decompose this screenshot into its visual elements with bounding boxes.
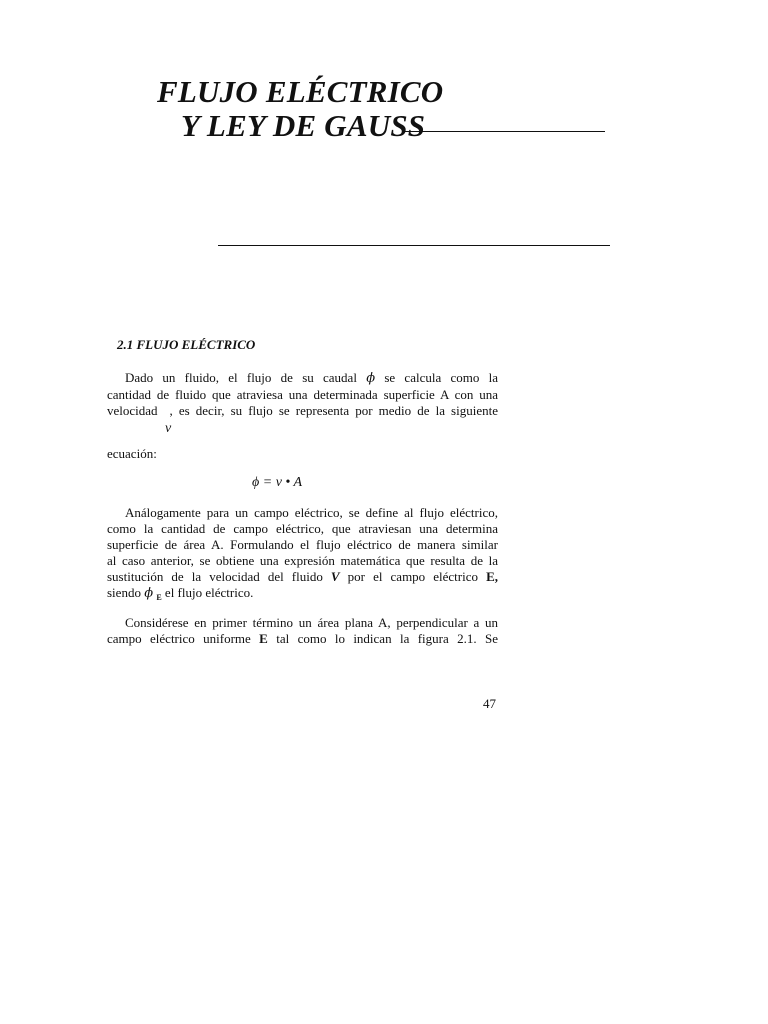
chapter-divider-rule (218, 245, 610, 246)
flux-equation: ϕ = v • A (252, 475, 303, 490)
paragraph-line: siendo ϕ $_E$ el flujo eléctrico. (107, 585, 254, 602)
paragraph-plane-area (107, 615, 498, 647)
chapter-title-line-2: Y LEY DE GAUSS (181, 108, 426, 143)
paragraph-electric-flux (107, 505, 498, 606)
paragraph-fluid-flux (107, 370, 498, 419)
paragraph-line: cantidad de fluido que atraviesa una determinada superficie A con una (107, 387, 498, 402)
velocity-symbol: v (165, 421, 172, 436)
section-heading: 2.1 FLUJO ELÉCTRICO (117, 337, 256, 352)
electric-field-symbol: E (259, 631, 268, 646)
page-number: 47 (483, 696, 496, 711)
title-underline-rule (405, 131, 605, 132)
chapter-title-line-1: FLUJO ELÉCTRICO (157, 74, 444, 109)
phi-symbol: ϕ (366, 371, 376, 386)
subscript-e: E (156, 593, 162, 602)
electric-field-symbol: E, (486, 569, 499, 584)
paragraph-line: sustitución de la velocidad del fluido V por el campo eléctrico E, (107, 569, 499, 584)
phi-symbol: ϕ (144, 586, 154, 601)
paragraph-line: al caso anterior, se obtiene una expresión matemática que resulta de la (107, 553, 498, 568)
paragraph-line: ecuación: (107, 446, 157, 461)
paragraph-line: Considérese en primer término un área plana A, perpendicular a un (125, 615, 498, 630)
paragraph-line: campo eléctrico uniforme E tal como lo indican la figura 2.1. Se (107, 631, 498, 646)
paragraph-line: como la cantidad de campo eléctrico, que atraviesan una determina (107, 521, 498, 536)
velocity-vector-symbol: V (330, 569, 340, 584)
paragraph-line: superficie de área A. Formulando el flujo eléctrico de manera similar (107, 537, 498, 552)
paragraph-line: Dado un fluido, el flujo de su caudal ϕ se calcula como la (125, 370, 499, 386)
paragraph-line: velocidad , es decir, su flujo se representa por medio de la siguiente (107, 403, 498, 418)
paragraph-line: Análogamente para un campo eléctrico, se define al flujo eléctrico, (125, 505, 498, 520)
